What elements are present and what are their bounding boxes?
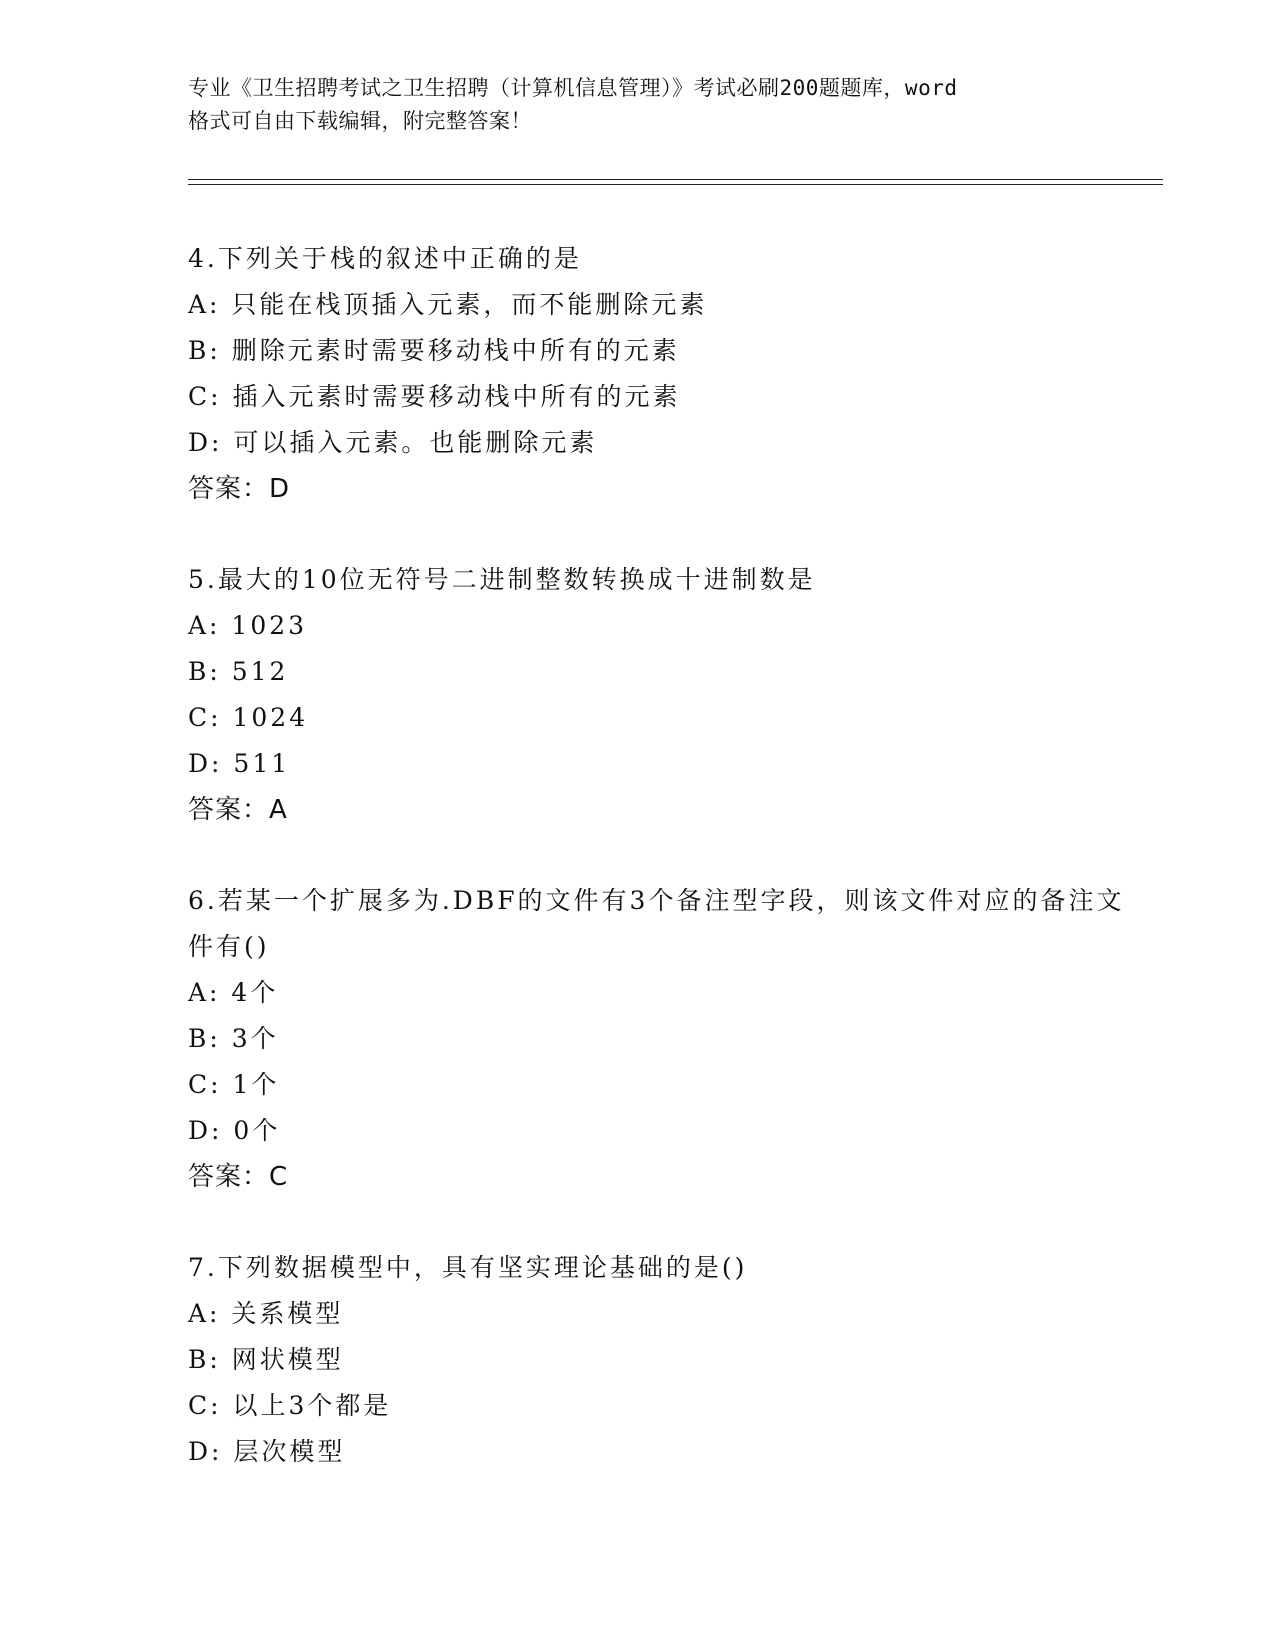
option-b: B: 网状模型 [188,1345,344,1374]
question-7 [188,1245,1148,1475]
option-b: B: 3个 [188,1024,279,1053]
option-d: D: 0个 [188,1116,281,1145]
question-stem: 6.若某一个扩展多为.DBF的文件有3个备注型字段，则该文件对应的备注文件有() [188,886,1125,961]
question-stem: 7.下列数据模型中，具有坚实理论基础的是() [188,1253,748,1282]
answer-line: 答案：D [188,474,291,504]
option-c: C: 1024 [188,703,309,732]
question-stem: 4.下列关于栈的叙述中正确的是 [188,244,582,273]
option-a: A: 只能在栈顶插入元素，而不能删除元素 [188,290,708,319]
header-line-1: 专业《卫生招聘考试之卫生招聘（计算机信息管理）》考试必刷200题题库，word [188,76,958,100]
option-b: B: 512 [188,657,289,686]
option-a: A: 4个 [188,978,279,1007]
option-d: D: 层次模型 [188,1437,346,1466]
header-divider-top [188,179,1163,180]
question-4 [188,236,1148,512]
option-b: B: 删除元素时需要移动栈中所有的元素 [188,336,680,365]
option-d: D: 可以插入元素。也能删除元素 [188,428,598,457]
option-c: C: 1个 [188,1070,280,1099]
document-header [188,72,1088,138]
question-stem: 5.最大的10位无符号二进制整数转换成十进制数是 [188,565,816,594]
option-c: C: 以上3个都是 [188,1391,392,1420]
question-5 [188,557,1148,833]
option-a: A: 1023 [188,611,308,640]
answer-line: 答案：A [188,795,288,825]
option-a: A: 关系模型 [188,1299,344,1328]
question-6 [188,878,1148,1200]
header-line-2: 格式可自由下载编辑，附完整答案！ [188,109,532,133]
option-c: C: 插入元素时需要移动栈中所有的元素 [188,382,681,411]
answer-line: 答案：C [188,1162,289,1192]
question-list [188,236,1148,1520]
header-divider-bottom [188,184,1163,185]
option-d: D: 511 [188,749,291,778]
